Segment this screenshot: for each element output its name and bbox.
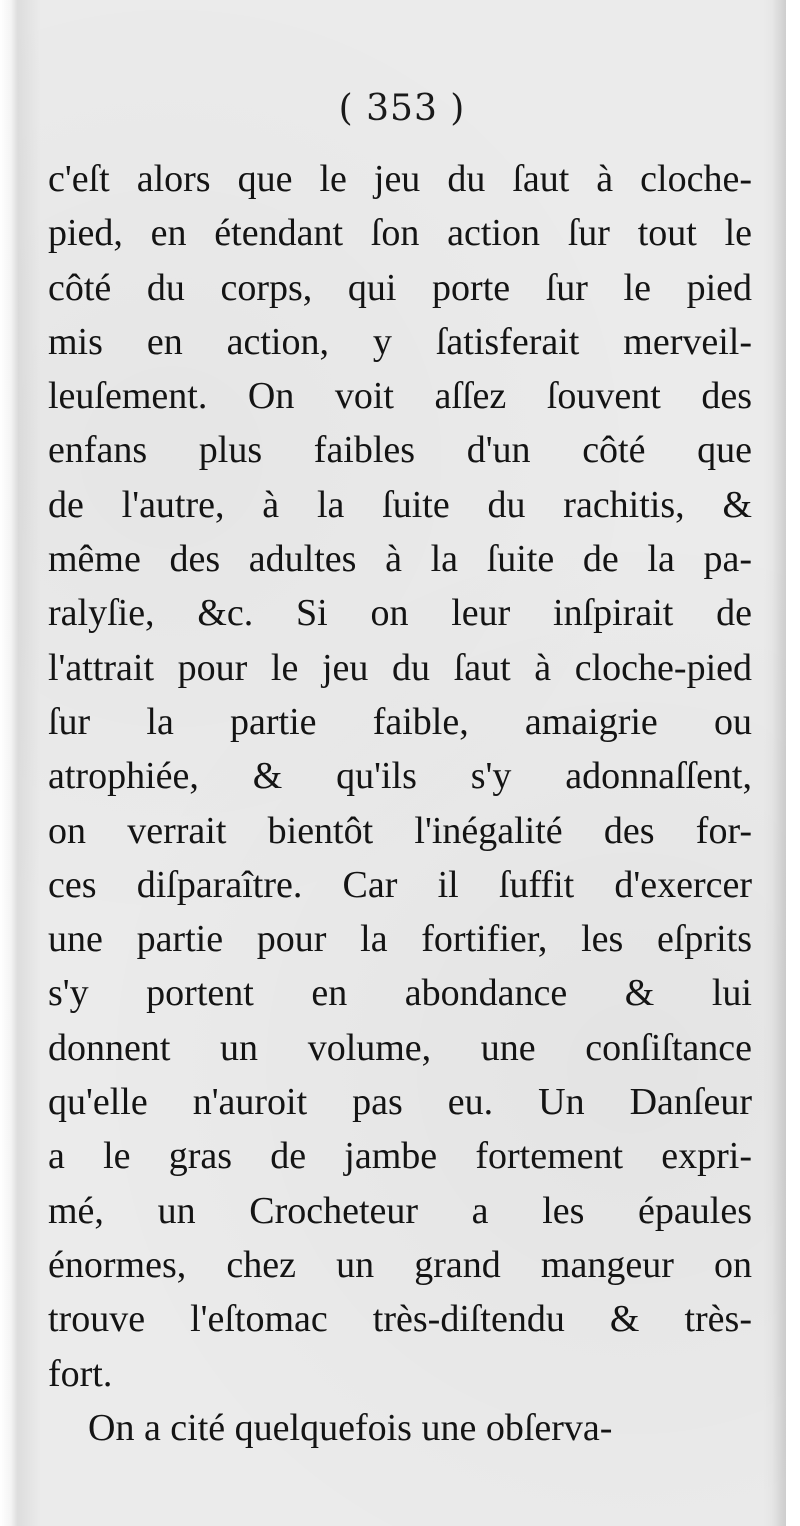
text-line: a le gras de jambe fortement expri- <box>48 1135 752 1178</box>
text-line: fort. <box>48 1352 113 1395</box>
book-page <box>18 0 786 1526</box>
text-line: ces diſparaître. Car il ſuffit d'exercer <box>48 863 752 906</box>
text-line: mé, un Crocheteur a les épaules <box>48 1189 752 1232</box>
text-line: de l'autre, à la ſuite du rachitis, & <box>48 483 752 526</box>
text-line: qu'elle n'auroit pas eu. Un Danſeur <box>48 1081 752 1124</box>
page-number: ( 353 ) <box>338 88 466 129</box>
page-edge <box>0 0 18 1526</box>
text-line: l'attrait pour le jeu du ſaut à cloche-pied <box>48 646 752 689</box>
text-line: enfans plus faibles d'un côté que <box>48 429 752 472</box>
text-line: ralyſie, &c. Si on leur inſpirait de <box>48 592 752 635</box>
text-line: côté du corps, qui porte ſur le pied <box>48 266 752 309</box>
text-line: s'y portent en abondance & lui <box>48 972 752 1015</box>
text-line: leuſement. On voit aſſez ſouvent des <box>48 375 752 418</box>
page-edge-shadow <box>772 0 786 1526</box>
text-line: c'eſt alors que le jeu du ſaut à cloche- <box>48 158 752 200</box>
text-line: mis en action, y ſatisferait merveil- <box>48 320 752 363</box>
text-line: donnent un volume, une conſiſtance <box>48 1026 752 1069</box>
text-line: pied, en étendant ſon action ſur tout le <box>48 212 752 255</box>
text-line: atrophiée, & qu'ils s'y adonnaſſent, <box>48 755 752 798</box>
text-line: On a cité quelquefois une obſerva- <box>88 1406 613 1449</box>
text-line: trouve l'eſtomac très-diſtendu & très- <box>48 1298 752 1341</box>
text-line: on verrait bientôt l'inégalité des for- <box>48 809 752 852</box>
text-line: ſur la partie faible, amaigrie ou <box>48 700 752 743</box>
text-line: une partie pour la fortifier, les eſprits <box>48 918 752 961</box>
body-text <box>48 152 752 1455</box>
text-line: même des adultes à la ſuite de la pa- <box>48 538 752 581</box>
text-line: énormes, chez un grand mangeur on <box>48 1243 752 1286</box>
